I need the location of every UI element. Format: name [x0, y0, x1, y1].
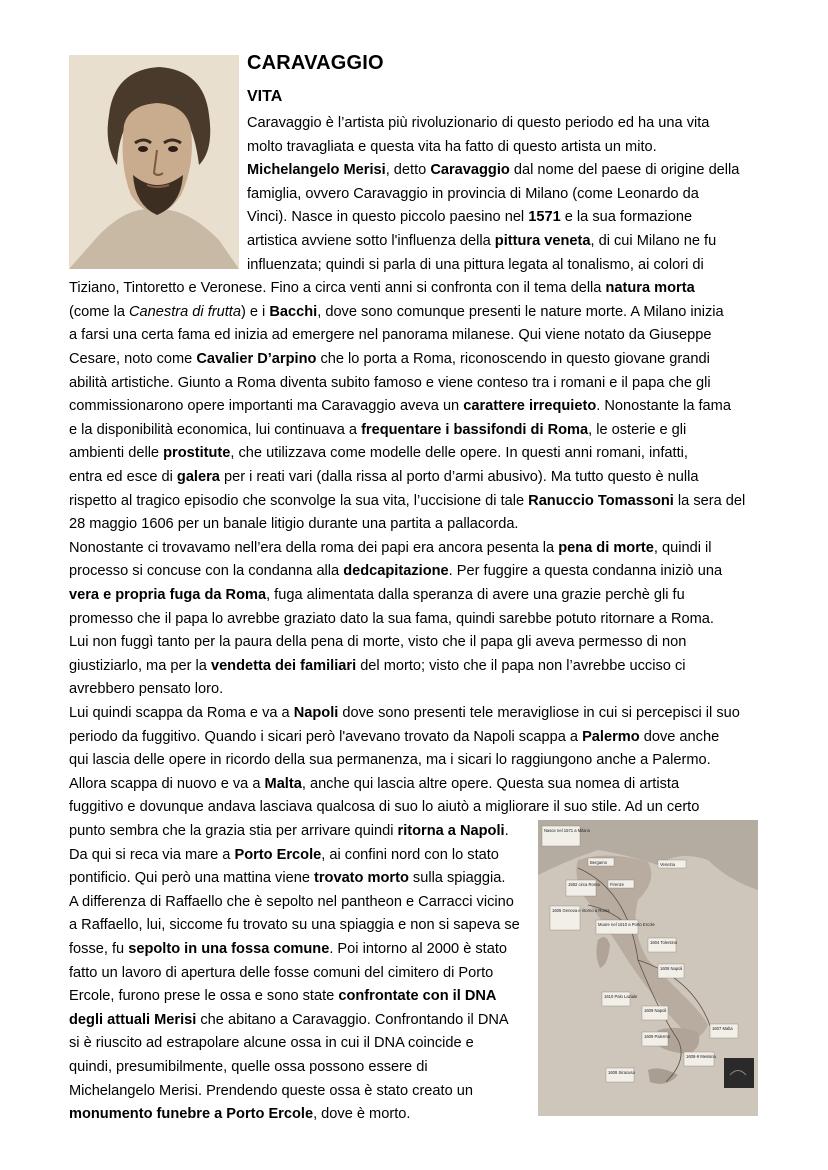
text-run: , le osterie e gli	[588, 421, 687, 438]
text-line	[69, 1055, 428, 1079]
text-run: periodo da fuggitivo. Quando i sicari però l'avevano trovato da Napoli scappa a	[69, 728, 583, 745]
text-line	[69, 300, 724, 324]
text-run: , di cui Milano ne fu	[590, 233, 717, 249]
map-label: 1609 Napoli	[644, 1008, 667, 1013]
text-run: punto sembra che la grazia stia per arrivare quindi	[69, 823, 398, 839]
text-run: dove anche	[639, 728, 720, 745]
bold-text: trovato morto	[314, 870, 409, 887]
bold-text: Malta	[264, 775, 302, 792]
text-run: dal nome del paese di origine della	[509, 162, 740, 179]
caravaggio-portrait-image	[69, 55, 239, 269]
bold-text: galera	[176, 469, 220, 485]
bold-text: sepolto in una fossa comune	[128, 941, 330, 957]
text-run: Ercole, furono prese le ossa e sono state	[69, 988, 339, 1005]
text-run: Lui quindi scappa da Roma e va a	[69, 705, 294, 721]
text-run: fosse, fu	[69, 941, 129, 957]
text-line	[69, 489, 745, 513]
text-line	[69, 725, 719, 749]
text-line	[69, 890, 514, 914]
text-line	[69, 347, 710, 371]
text-run: ) e i	[240, 303, 270, 320]
text-run: sulla spiaggia.	[408, 870, 506, 887]
text-run: giustiziarlo, ma per la	[69, 657, 211, 674]
text-run: a Raffaello, lui, siccome fu trovato su una spiaggia e non si sapeva se	[69, 917, 520, 934]
text-run: processo si concuse con la condanna alla	[69, 563, 344, 580]
map-label: Venezia	[660, 862, 675, 867]
text-line	[69, 843, 499, 867]
text-line	[69, 748, 711, 772]
bold-text: vera e propria fuga da Roma	[69, 587, 267, 603]
text-line	[69, 1102, 410, 1126]
map-label: 1608-9 Messina	[686, 1054, 716, 1059]
text-run: Caravaggio è l’artista più rivoluzionario di questo periodo ed ha una vita	[247, 115, 710, 131]
text-run: , dove è morto.	[313, 1106, 411, 1123]
bold-text: pittura veneta	[494, 233, 591, 249]
text-run: quindi, presumibilmente, quelle ossa possono essere di	[69, 1059, 428, 1075]
text-run: entra ed esce di	[69, 469, 177, 485]
bold-text: Ranuccio Tomassoni	[528, 492, 674, 509]
text-run: commissionarono opere importanti ma Caravaggio aveva un	[69, 398, 464, 415]
text-run: la sera del	[673, 492, 746, 509]
text-run: , detto	[385, 162, 431, 179]
bold-text: degli attuali Merisi	[69, 1011, 197, 1028]
italic-text: Canestra di frutta	[129, 303, 241, 320]
text-run: si è riuscito ad estrapolare alcune ossa in cui il DNA coincide e	[69, 1035, 474, 1052]
map-label: 1606 Napoli	[660, 966, 683, 971]
text-run: .	[504, 823, 509, 839]
bold-text: ritorna a Napoli	[397, 823, 505, 839]
text-line	[69, 866, 505, 890]
text-line	[69, 276, 695, 300]
text-line	[247, 135, 657, 159]
text-run: ambienti delle	[69, 445, 164, 462]
italy-map-image	[538, 820, 758, 1116]
text-run: 28 maggio 1606 per un banale litigio durante una partita a pallacorda.	[69, 516, 519, 533]
bold-text: frequentare i bassifondi di Roma	[361, 421, 589, 438]
bold-text: Bacchi	[269, 303, 318, 320]
text-run: Cesare, noto come	[69, 351, 197, 367]
map-label: 1607 Malta	[712, 1026, 733, 1031]
bold-text: vendetta dei familiari	[210, 657, 357, 674]
text-run: fatto un lavoro di apertura delle fosse comuni del cimitero di Porto	[69, 964, 494, 981]
text-line	[69, 701, 740, 725]
bold-text: Porto Ercole	[234, 846, 322, 863]
text-run: qui lascia delle opere in ricordo della sua permanenza, ma i sicari lo raggiungono anche a Palermo.	[69, 752, 711, 769]
text-run: pontificio. Qui però una mattina viene	[69, 870, 314, 887]
text-run: , che utilizzava come modelle delle opere. In questi anni romani, infatti,	[230, 445, 688, 462]
text-run: famiglia, ovvero Caravaggio in provincia di Milano (come Leonardo da	[247, 185, 699, 202]
text-run: Lui non fuggì tanto per la paura della pena di morte, visto che il papa gli aveva permesso di non	[69, 634, 687, 651]
text-line	[69, 795, 699, 819]
text-run: . Poi intorno al 2000 è stato	[329, 941, 508, 957]
text-run: , anche qui lascia altre opere. Questa sua nomea di artista	[301, 775, 680, 792]
text-line	[69, 677, 223, 701]
text-run: fuggitivo e dovunque andava lasciava qualcosa di suo lo aiutò a migliorare il suo stile. Ad un certo	[69, 799, 700, 816]
map-label: 1605 Genova e ritorno a Roma	[552, 908, 610, 913]
bold-text: Palermo	[582, 728, 640, 745]
bold-text: Napoli	[293, 705, 339, 721]
text-run: influenzata; quindi si parla di una pittura legata al tonalismo, ai colori di	[247, 256, 704, 273]
text-run: Allora scappa di nuovo e va a	[69, 775, 265, 792]
text-line	[69, 371, 711, 395]
text-run: che abitano a Caravaggio. Confrontando il DNA	[196, 1011, 509, 1028]
text-line	[69, 961, 493, 985]
text-run: molto travagliata e questa vita ha fatto di questo artista un mito.	[247, 138, 657, 155]
text-run: . Nonostante la fama	[596, 398, 731, 415]
text-run: per i reati vari (dalla rissa al porto d’armi abusivo). Ma tutto questo è nulla	[219, 469, 699, 485]
text-run: e la disponibilità economica, lui continuava a	[69, 421, 362, 438]
text-line	[69, 819, 509, 843]
text-line	[69, 630, 686, 654]
bold-text: 1571	[528, 209, 561, 226]
text-run: A differenza di Raffaello che è sepolto nel pantheon e Carracci vicino	[69, 893, 514, 910]
bold-text: pena di morte	[558, 539, 654, 556]
text-line	[69, 583, 685, 607]
map-label: Firenze	[610, 882, 624, 887]
text-run: a farsi una certa fama ed inizia ad emergere nel panorama milanese. Qui viene notato da Giuseppe	[69, 327, 712, 344]
bold-text: monumento funebre a Porto Ercole	[69, 1106, 314, 1123]
text-run: artistica avviene sotto l'influenza della	[247, 233, 495, 249]
map-label: 1609 Palermo	[644, 1034, 671, 1039]
map-label: Bergamo	[590, 860, 607, 865]
text-line	[247, 158, 739, 182]
page-title: CARAVAGGIO	[247, 52, 384, 74]
map-label: 1592 circa Roma	[568, 882, 600, 887]
text-run: promesso che il papa lo avrebbe graziato dato la sua fama, quindi sarebbe potuto ritornare a Roma.	[69, 610, 714, 627]
text-run: rispetto al tragico episodio che sconvolge la sua vita, l’uccisione di tale	[69, 492, 529, 509]
text-line	[247, 253, 704, 277]
bold-text: confrontate con il DNA	[338, 988, 497, 1005]
text-run: del morto; visto che il papa non l’avrebbe ucciso ci	[356, 657, 686, 674]
text-line	[69, 1008, 509, 1032]
text-line	[69, 984, 496, 1008]
text-line	[69, 937, 507, 961]
map-label: Nasce nel 1571 a Milano	[544, 828, 591, 833]
section-heading: VITA	[247, 88, 283, 105]
text-line	[69, 607, 714, 631]
bold-text: carattere irrequieto	[463, 398, 597, 415]
bold-text: Caravaggio	[430, 162, 510, 179]
text-run: Vinci). Nasce in questo piccolo paesino nel	[247, 209, 529, 226]
text-run: , dove sono comunque presenti le nature morte. A Milano inizia	[317, 303, 724, 320]
bold-text: dedcapitazione	[343, 563, 449, 580]
text-run: (come la	[69, 303, 130, 320]
text-line	[69, 559, 722, 583]
map-label: Muore nel 1610 a Porto Ercole	[598, 922, 655, 927]
text-run: Nonostante ci trovavamo nell’era della roma dei papi era ancora pesenta la	[69, 539, 559, 556]
text-run: . Per fuggire a questa condanna iniziò una	[448, 563, 723, 580]
text-line	[69, 323, 712, 347]
text-run: che lo porta a Roma, riconoscendo in questo giovane grandi	[316, 351, 710, 367]
text-run: Michelangelo Merisi. Prendendo queste ossa è stato creato un	[69, 1082, 474, 1099]
text-run: , quindi il	[653, 539, 712, 556]
text-line	[69, 512, 519, 536]
text-line	[247, 205, 692, 229]
text-line	[69, 441, 688, 465]
bold-text: Cavalier D’arpino	[196, 351, 317, 367]
text-line	[69, 536, 711, 560]
caravaggio-journey-map	[538, 820, 758, 1116]
map-label: 1608 Siracusa	[608, 1070, 635, 1075]
text-run: , fuga alimentata dalla speranza di avere una grazie perchè gli fu	[266, 587, 685, 603]
text-run: avrebbero pensato loro.	[69, 681, 224, 698]
bold-text: Michelangelo Merisi	[247, 162, 386, 179]
text-line	[247, 111, 709, 135]
text-line	[69, 1031, 474, 1055]
text-run: , ai confini nord con lo stato	[321, 846, 499, 863]
text-run: e la sua formazione	[560, 209, 693, 226]
text-line	[69, 394, 731, 418]
bold-text: natura morta	[605, 280, 695, 297]
portrait-drawing	[69, 55, 239, 269]
map-label: 1604 Tolentino	[650, 940, 678, 945]
text-line	[69, 418, 686, 442]
map-label: 1610 Palo Laziale	[604, 994, 638, 999]
text-line	[69, 465, 698, 489]
text-line	[69, 772, 679, 796]
text-run: dove sono presenti tele meravigliose in cui si percepisci il suo	[338, 705, 740, 721]
text-line	[69, 913, 520, 937]
text-run: Tiziano, Tintoretto e Veronese. Fino a circa venti anni si confronta con il tema della	[69, 280, 606, 297]
text-run: abilità artistiche. Giunto a Roma diventa subito famoso e viene conteso tra i romani e il papa che gli	[69, 374, 711, 391]
text-line	[69, 1079, 473, 1103]
text-run: Da qui si reca via mare a	[69, 846, 235, 863]
text-line	[247, 229, 716, 253]
bold-text: prostitute	[163, 445, 231, 462]
text-line	[247, 182, 699, 206]
text-line	[69, 654, 685, 678]
